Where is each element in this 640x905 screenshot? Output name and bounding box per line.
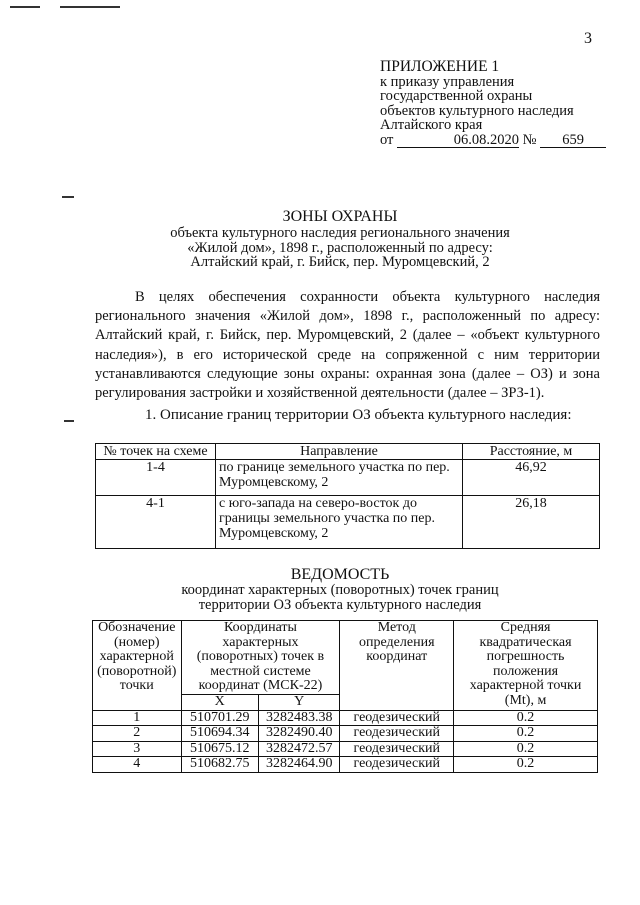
intro-paragraph: В целях обеспечения сохранности объекта культурного наследия регионального значения «Жилой дом», 1898 г., расположенный по адресу: Алтайский край, г. Бийск, пер. Муромцевский, 2 (далее – «объект культурного наследия»), в его исторической среде на сопряженной с ним территории устанавливаются следующие зоны охраны: охранная зона (далее – ОЗ) и зона регулирования застройки и хозяйственной деятельности (далее – ЗРЗ-1). [95, 289, 600, 402]
header-cell: Y [258, 694, 339, 710]
page-number: 3 [584, 30, 592, 47]
cell: 1 [93, 710, 182, 726]
table-row [93, 726, 598, 742]
boundary-table [95, 443, 600, 549]
table-row [93, 741, 598, 757]
appendix-line: к приказу управления [380, 73, 515, 90]
cell: по границе земельного участка по пер. Муромцевскому, 2 [216, 460, 463, 496]
number-sign: № [522, 131, 537, 148]
cell: 3282472.57 [258, 741, 339, 757]
table-row [93, 757, 598, 773]
cell: 0.2 [454, 741, 598, 757]
title-line: объекта культурного наследия регионального значения [170, 225, 510, 241]
statement-line: координат характерных (поворотных) точек границ [181, 582, 499, 598]
cell: с юго-запада на северо-восток до границы земельного участка по пер. Муромцевскому, 2 [216, 496, 463, 549]
header-cell: Направление [216, 444, 463, 460]
title-line: Алтайский край, г. Бийск, пер. Муромцевский, 2 [190, 254, 490, 270]
statement-title [0, 566, 640, 612]
cell: 510682.75 [181, 757, 258, 773]
cell: 510694.34 [181, 726, 258, 742]
cell: 1-4 [96, 460, 216, 496]
cell: 0.2 [454, 757, 598, 773]
section-heading: 1. Описание границ территории ОЗ объекта культурного наследия: [145, 407, 572, 423]
header-cell: № точек на схеме [96, 444, 216, 460]
title-heading: ЗОНЫ ОХРАНЫ [282, 208, 398, 225]
header-cell: Расстояние, м [463, 444, 600, 460]
cell: 3 [93, 741, 182, 757]
header-cell: Средняя квадратическая погрешность положения характерной точки (Mt), м [454, 621, 598, 711]
header-cell: Обозначение (номер) характерной (поворотной) точки [93, 621, 182, 711]
appendix-block [380, 60, 606, 148]
header-cell: Координаты характерных (поворотных) точек в местной системе координат (МСК-22) [181, 621, 340, 695]
scan-artifact [62, 196, 74, 198]
appendix-heading: ПРИЛОЖЕНИЕ 1 [380, 58, 500, 75]
cell: геодезический [340, 710, 454, 726]
scan-artifact [60, 6, 120, 8]
cell: 0.2 [454, 710, 598, 726]
statement-line: территории ОЗ объекта культурного наследия [198, 596, 482, 613]
order-date: 06.08.2020 [397, 133, 519, 149]
cell: 3282464.90 [258, 757, 339, 773]
document-title [0, 208, 640, 270]
cell: 0.2 [454, 726, 598, 742]
cell: 4-1 [96, 496, 216, 549]
cell: геодезический [340, 741, 454, 757]
table-row [93, 710, 598, 726]
cell: 26,18 [463, 496, 600, 549]
cell: 510701.29 [181, 710, 258, 726]
cell: 46,92 [463, 460, 600, 496]
statement-heading: ВЕДОМОСТЬ [290, 566, 390, 583]
appendix-line: объектов культурного наследия [380, 102, 574, 119]
title-line: «Жилой дом», 1898 г., расположенный по адресу: [187, 239, 493, 256]
from-label: от [380, 131, 394, 148]
appendix-date-line [380, 133, 606, 149]
header-cell: Метод определения координат [340, 621, 454, 711]
cell: 3282483.38 [258, 710, 339, 726]
cell: 510675.12 [181, 741, 258, 757]
cell: геодезический [340, 757, 454, 773]
scan-artifact [64, 420, 74, 422]
cell: 4 [93, 757, 182, 773]
coordinates-table [92, 620, 598, 773]
cell: геодезический [340, 726, 454, 742]
appendix-line: Алтайского края [380, 117, 483, 133]
cell: 3282490.40 [258, 726, 339, 742]
scan-artifact [10, 6, 40, 8]
cell: 2 [93, 726, 182, 742]
order-number: 659 [540, 133, 606, 149]
appendix-line: государственной охраны [380, 88, 533, 104]
header-cell: X [181, 694, 258, 710]
